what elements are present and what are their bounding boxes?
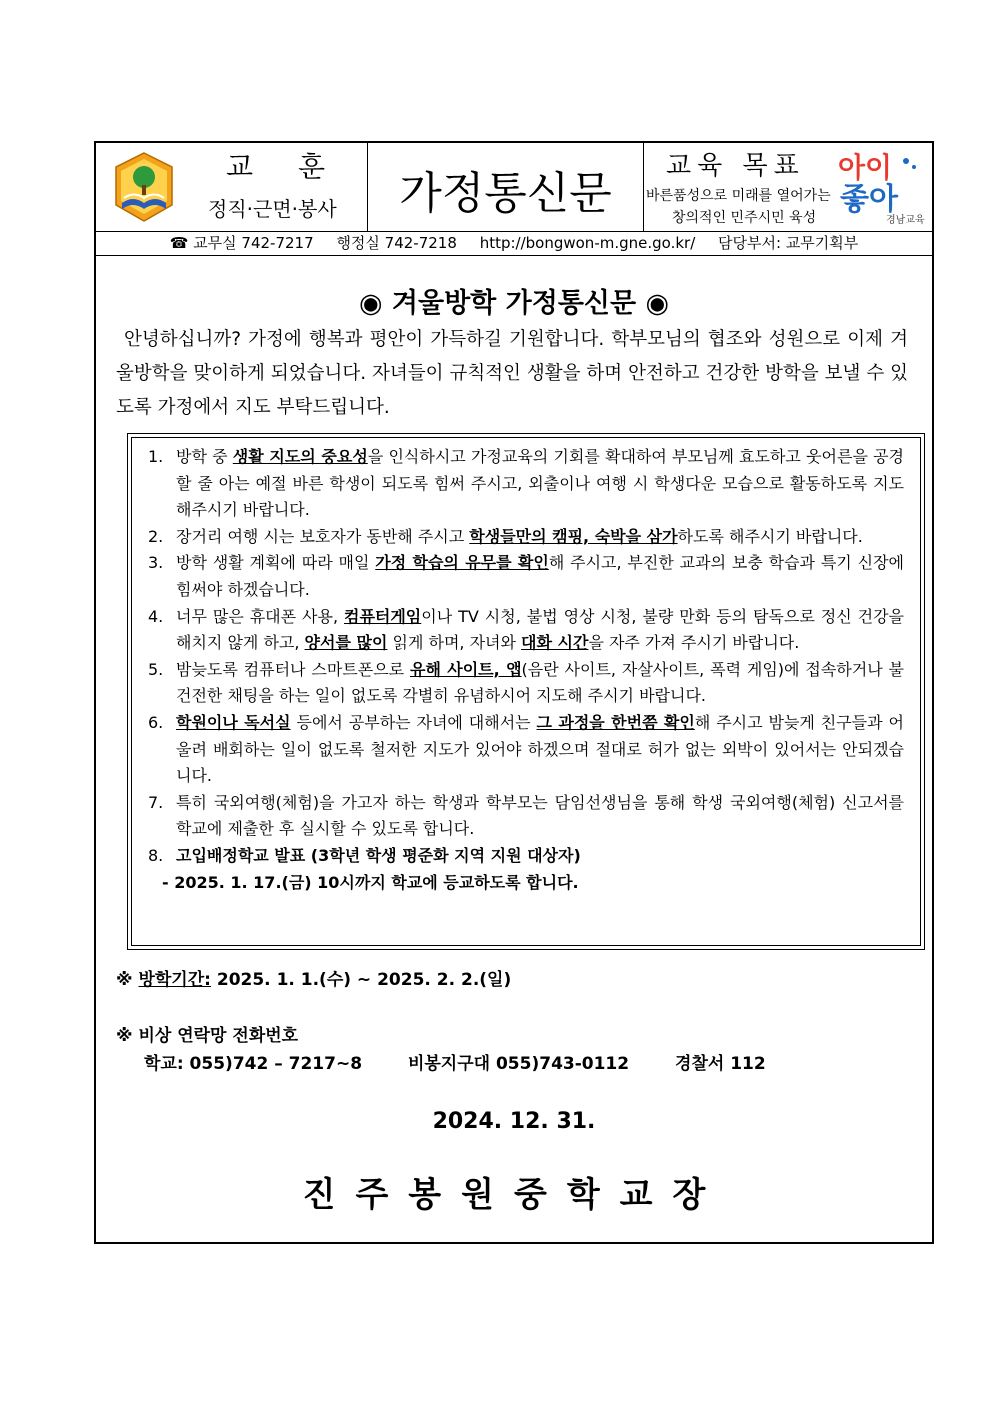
list-item: 4. 너무 많은 휴대폰 사용, 컴퓨터게임이나 TV 시청, 불법 영상 시청, 불량 만화 등의 탐독으로 정신 건강을 해치지 않게 하고, 양서를 많이 읽게 하며, 자녀와 대화 시간을 자주 가져 주시기 바랍니다. [148, 606, 904, 653]
police-box-phone: 비봉지구대 055)743-0112 [407, 1054, 630, 1074]
motto-cell [96, 143, 368, 231]
list-item: 8. 고입배정학교 발표 (3학년 학생 평준화 지역 지원 대상자) [148, 845, 581, 865]
title-cell [368, 143, 644, 231]
svg-text:아이: 아이 [838, 151, 893, 184]
goal-line-2: 창의적인 민주시민 육성 [672, 210, 817, 226]
list-item: 2. 장거리 여행 시는 보호자가 동반해 주시고 학생들만의 캠핑, 숙박을 삼가하도록 해주시기 바랍니다. [148, 526, 863, 546]
contact-bar [96, 231, 932, 256]
department: 담당부서: 교무기획부 [718, 234, 859, 252]
item8-sub-note: - 2025. 1. 17.(금) 10시까지 학교에 등교하도록 합니다. [162, 872, 579, 892]
motto-heading: 교 훈 [226, 150, 343, 183]
guidance-box [127, 433, 925, 950]
list-item: 3. 방학 생활 계획에 따라 매일 가정 학습의 유무를 확인해 주시고, 부진한 교과의 보충 학습과 특기 신장에 힘써야 하겠습니다. [148, 553, 904, 599]
list-item: 6. 학원이나 독서실 등에서 공부하는 자녀에 대해서는 그 과정을 한번쯤 확인해 주시고 밤늦게 친구들과 어울려 배회하는 일이 없도록 철저한 지도가 있어야 하겠으며 절대로 허가 없는 외박이 있어서는 안되겠습니다. [148, 712, 904, 786]
notice-heading: ◉ 겨울방학 가정통신문 ◉ [358, 288, 670, 319]
office-phone: ☎ 교무실 742-7217 [169, 234, 314, 252]
goal-heading: 교육 목표 [666, 151, 805, 181]
emergency-heading: ※ 비상 연락망 전화번호 [116, 1026, 299, 1046]
list-item: 1. 방학 중 생활 지도의 중요성을 인식하시고 가정교육의 기회를 확대하여 부모님께 효도하고 웃어른을 공경할 줄 아는 예절 바른 학생이 되도록 힘써 주시고, 외출이나 여행 시 학생다운 모습으로 활동하도록 지도해주시기 바랍니다. [148, 447, 905, 520]
police-phone: 경찰서 112 [675, 1054, 766, 1074]
school-emblem-icon [112, 151, 176, 223]
school-phone: 학교: 055)742 – 7217~8 [144, 1054, 363, 1074]
header [96, 143, 932, 232]
goal-cell [644, 143, 932, 231]
principal-signature: 진주봉원중학교장 [302, 1175, 726, 1215]
goal-line-1: 바른품성으로 미래를 열어가는 [646, 188, 831, 204]
document-frame [94, 141, 934, 1244]
guidance-list [148, 444, 904, 896]
list-item: 7. 특히 국외여행(체험)을 가고자 하는 학생과 학부모는 담임선생님을 통해 학생 국외여행(체험) 신고서를 학교에 제출한 후 실시할 수 있도록 합니다. [148, 792, 904, 839]
page-title: 가정통신문 [399, 168, 612, 219]
issue-date: 2024. 12. 31. [432, 1109, 596, 1134]
emergency-numbers [144, 1049, 806, 1074]
list-item: 5. 밤늦도록 컴퓨터나 스마트폰으로 유해 사이트, 앱(음란 사이트, 자살사이트, 폭력 게임)에 접속하거나 불건전한 채팅을 하는 일이 없도록 각별히 유념하시어 지도해 주시기 바랍니다. [148, 659, 904, 706]
intro-paragraph: 안녕하십니까? 가정에 행복과 평안이 가득하길 기원합니다. 학부모님의 협조와 성원으로 이제 겨울방학을 맞이하게 되었습니다. 자녀들이 규칙적인 생활을 하며 안전하고 건강한 방학을 보낼 수 있도록 가정에서 지도 부탁드립니다. [116, 329, 908, 418]
school-url-link[interactable]: http://bongwon-m.gne.go.kr/ [479, 234, 696, 252]
svg-text:경남교육: 경남교육 [886, 215, 925, 226]
svg-text:좋아: 좋아 [840, 182, 898, 217]
motto-text: 정직·근면·봉사 [208, 197, 337, 221]
admin-phone: 행정실 742-7218 [336, 234, 457, 252]
gyeongnam-education-logo [834, 147, 928, 227]
vacation-period: ※ 방학기간: 2025. 1. 1.(수) ~ 2025. 2. 2.(일) [116, 970, 512, 990]
guidance-box-inner [131, 437, 921, 946]
